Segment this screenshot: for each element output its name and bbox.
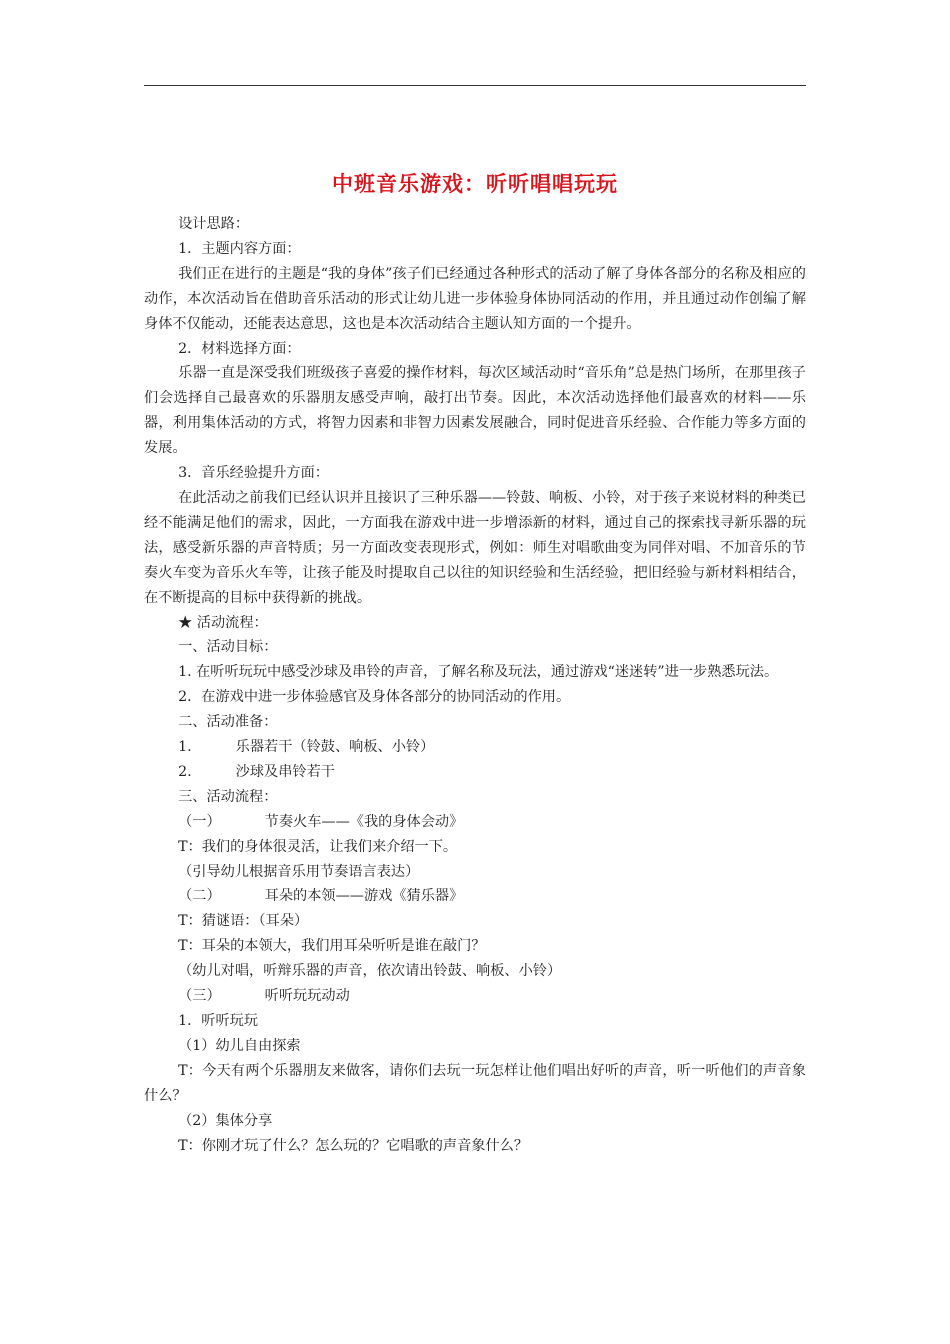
paragraph-text: 在此活动之前我们已经认识并且接识了三种乐器——铃鼓、响板、小铃，对于孩子来说材料的种类已经不能满足他们的需求，因此，一方面我在游戏中进一步增添新的材料，通过自己的探索找寻新乐器的玩法，感受新乐器的声音特质；另一方面改变表现形式，例如：师生对唱歌曲变为同伴对唱、不加音乐的节奏火车变为音乐火车等，让孩子能及时提取自己以往的知识经验和生活经验，把旧经验与新材料相结合，在不断提高的目标中获得新的挑战。 xyxy=(144,489,806,606)
paragraph-text: （引导幼儿根据音乐用节奏语言表达） xyxy=(178,863,420,880)
paragraph-text: 1．主题内容方面： xyxy=(178,240,301,257)
paragraph xyxy=(144,735,806,760)
list-number: 1. xyxy=(178,739,192,756)
paragraph xyxy=(144,810,806,835)
paragraph xyxy=(144,1034,806,1059)
paragraph xyxy=(144,884,806,909)
paragraph-text: 2．材料选择方面： xyxy=(178,340,301,357)
paragraph xyxy=(144,337,806,362)
paragraph xyxy=(144,934,806,959)
list-number: （二） xyxy=(178,888,221,905)
paragraph xyxy=(144,984,806,1009)
paragraph-text: 沙球及串铃若干 xyxy=(235,763,335,780)
paragraph-text: T：猜谜语：（耳朵） xyxy=(178,913,309,930)
paragraph xyxy=(144,635,806,660)
paragraph xyxy=(144,1134,806,1159)
paragraph xyxy=(144,1059,806,1109)
paragraph-text: 听听玩玩动动 xyxy=(264,988,350,1005)
paragraph xyxy=(144,1009,806,1034)
paragraph xyxy=(144,860,806,885)
paragraph xyxy=(144,262,806,337)
paragraph-text: 二、活动准备： xyxy=(178,714,278,731)
header-rule xyxy=(144,85,806,86)
paragraph-text: 乐器若干（铃鼓、响板、小铃） xyxy=(235,739,435,756)
paragraph-text: T：我们的身体很灵活，让我们来介绍一下。 xyxy=(178,838,458,855)
paragraph-text: 节奏火车——《我的身体会动》 xyxy=(264,813,464,830)
paragraph-text: （2）集体分享 xyxy=(178,1112,273,1129)
paragraph xyxy=(144,909,806,934)
paragraph xyxy=(144,710,806,735)
paragraph-text: T：你刚才玩了什么？怎么玩的？它唱歌的声音象什么？ xyxy=(178,1137,529,1154)
paragraph xyxy=(144,237,806,262)
paragraph-text: 我们正在进行的主题是“我的身体”孩子们已经通过各种形式的活动了解了身体各部分的名称及相应的动作，本次活动旨在借助音乐活动的形式让幼儿进一步体验身体协同活动的作用，并且通过动作创编了解身体不仅能动，还能表达意思，这也是本次活动结合主题认知方面的一个提升。 xyxy=(144,265,806,332)
paragraph-text: 1. 在听听玩玩中感受沙球及串铃的声音，了解名称及玩法，通过游戏“迷迷转”进一步熟悉玩法。 xyxy=(178,664,779,681)
paragraph-text: 设计思路： xyxy=(178,216,250,232)
paragraph-text: 耳朵的本领——游戏《猜乐器》 xyxy=(264,888,464,905)
paragraph xyxy=(144,1109,806,1134)
list-number: （三） xyxy=(178,988,221,1005)
paragraph-text: T：今天有两个乐器朋友来做客，请你们去玩一玩怎样让他们唱出好听的声音，听一听他们的声音象什么？ xyxy=(144,1062,806,1104)
paragraph xyxy=(144,785,806,810)
paragraph xyxy=(144,461,806,486)
paragraph-text: ★ 活动流程： xyxy=(178,614,268,631)
list-number: 2. xyxy=(178,763,192,780)
paragraph-text: 1．听听玩玩 xyxy=(178,1013,259,1029)
paragraph xyxy=(144,760,806,785)
paragraph-text: （幼儿对唱，听辩乐器的声音，依次请出铃鼓、响板、小铃） xyxy=(178,963,562,980)
paragraph xyxy=(144,611,806,636)
page-title: 中班音乐游戏：听听唱唱玩玩 xyxy=(332,172,618,196)
paragraph xyxy=(144,361,806,461)
paragraph-text: 三、活动流程： xyxy=(178,788,278,805)
paragraph xyxy=(144,835,806,860)
paragraph-text: 3．音乐经验提升方面： xyxy=(178,465,329,482)
paragraph-text: T：耳朵的本领大，我们用耳朵听听是谁在敲门？ xyxy=(178,938,486,955)
paragraph xyxy=(144,212,806,237)
paragraph xyxy=(144,685,806,710)
document-body xyxy=(144,212,806,1158)
paragraph xyxy=(144,660,806,685)
list-number: （一） xyxy=(178,813,221,830)
paragraph xyxy=(144,486,806,611)
paragraph-text: 一、活动目标： xyxy=(178,639,278,656)
paragraph-text: （1）幼儿自由探索 xyxy=(178,1037,301,1054)
paragraph xyxy=(144,959,806,984)
paragraph-text: 乐器一直是深受我们班级孩子喜爱的操作材料，每次区域活动时“音乐角”总是热门场所，在那里孩子们会选择自己最喜欢的乐器朋友感受声响，敲打出节奏。因此，本次活动选择他们最喜欢的材料——乐器，利用集体活动的方式，将智力因素和非智力因素发展融合，同时促进音乐经验、合作能力等多方面的发展。 xyxy=(144,365,806,457)
paragraph-text: 2．在游戏中进一步体验感官及身体各部分的协同活动的作用。 xyxy=(178,689,571,706)
